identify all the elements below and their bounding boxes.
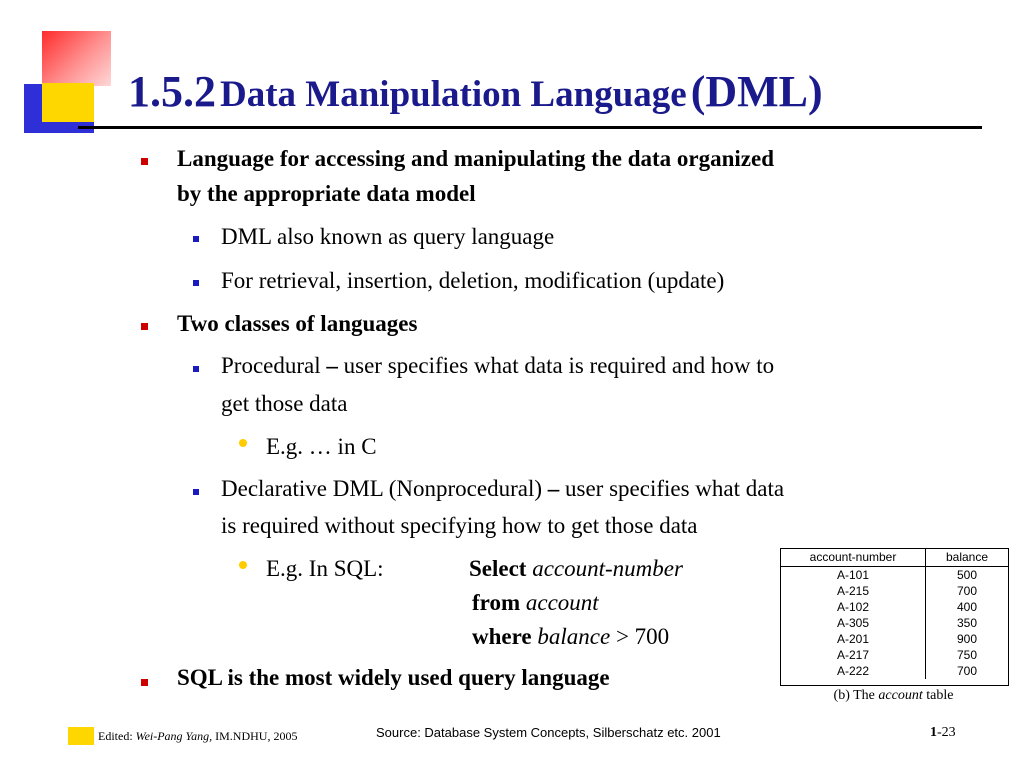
footer-author: Wei-Pang Yang, (135, 729, 213, 743)
procedural-label: Procedural (221, 353, 321, 378)
footer-edited (98, 729, 297, 744)
sql-where-line (472, 624, 669, 650)
sub-bullet-text (221, 353, 774, 379)
title-abbr: (DML) (690, 67, 823, 116)
caption-italic: account (878, 688, 923, 703)
sub-bullet-marker (193, 489, 199, 495)
table-row (781, 615, 1008, 631)
bullet-text: by the appropriate data model (177, 181, 476, 206)
table-cell: 400 (956, 600, 978, 614)
table-cell: A-217 (781, 647, 926, 663)
table-cell: A-215 (781, 583, 926, 599)
bullet-text: Language for accessing and manipulating the data organized (177, 146, 774, 171)
bullet-marker (141, 679, 148, 686)
table-row (781, 599, 1008, 615)
sub-sub-bullet-text: E.g. In SQL: (266, 556, 384, 581)
sql-keyword: from (472, 590, 521, 615)
table-header: account-number (781, 549, 926, 567)
table-cell: 700 (956, 664, 978, 678)
account-table (780, 548, 1009, 686)
table-cell: A-101 (781, 567, 926, 584)
title-number: 1.5.2 (128, 67, 216, 116)
caption-prefix: (b) The (833, 688, 879, 703)
table-row (781, 663, 1008, 679)
table-row (781, 647, 1008, 663)
sub-bullet-text: For retrieval, insertion, deletion, modification (update) (221, 268, 725, 293)
table-cell: 350 (956, 616, 978, 630)
sql-argument: account-number (532, 556, 683, 581)
bullet-text: Two classes of languages (177, 311, 418, 336)
sql-select-line (469, 556, 683, 582)
sql-argument: account (525, 590, 599, 615)
sub-bullet-text (221, 476, 784, 502)
table-cell: A-201 (781, 631, 926, 647)
table-header: balance (926, 549, 1009, 567)
table-row (781, 583, 1008, 599)
table-cell: A-102 (781, 599, 926, 615)
sub-bullet-text: get those data (221, 391, 348, 416)
table-cell: 700 (956, 584, 978, 598)
table-caption (780, 688, 1007, 704)
bullet-marker (141, 158, 148, 165)
sql-from-line (472, 590, 599, 616)
table-row (781, 631, 1008, 647)
footer-org: IM.NDHU, 2005 (212, 729, 298, 743)
table-cell: A-305 (781, 615, 926, 631)
sql-keyword: where (472, 624, 532, 649)
sub-sub-bullet-marker (239, 439, 247, 447)
sql-argument: balance (537, 624, 611, 649)
footer-edited-label: Edited: (98, 729, 136, 743)
declarative-desc: user specifies what data (565, 476, 785, 501)
footer-source: Source: Database System Concepts, Silberschatz etc. 2001 (376, 725, 721, 740)
sql-condition: > 700 (610, 624, 670, 649)
logo-yellow-square (42, 83, 94, 123)
table-cell: A-222 (781, 663, 926, 679)
logo-blue-bar-vertical (24, 84, 42, 133)
table-row (781, 567, 1008, 584)
table-cell: 750 (956, 648, 978, 662)
dash: – (326, 353, 338, 378)
sql-keyword: Select (469, 556, 527, 581)
sub-bullet-marker (193, 236, 199, 242)
table-cell: 500 (956, 568, 978, 582)
title-main: Data Manipulation Language (220, 74, 687, 115)
slide-number: -23 (937, 725, 956, 740)
sub-bullet-text: DML also known as query language (221, 224, 555, 249)
footer-yellow-square (68, 727, 94, 745)
declarative-label: Declarative DML (Nonprocedural) (221, 476, 543, 501)
slide-title (128, 66, 823, 117)
logo-red-square (42, 31, 111, 86)
caption-suffix: table (922, 688, 954, 703)
table-cell: 900 (956, 632, 978, 646)
page-number (930, 725, 956, 741)
sub-sub-bullet-marker (239, 561, 247, 569)
sub-sub-bullet-text: E.g. … in C (266, 434, 377, 459)
bullet-text: SQL is the most widely used query language (177, 665, 610, 690)
sub-bullet-text: is required without specifying how to get those data (221, 513, 698, 538)
sub-bullet-marker (193, 366, 199, 372)
dash: – (547, 476, 560, 501)
title-rule (78, 126, 982, 129)
procedural-desc: user specifies what data is required and how to (343, 353, 775, 378)
sub-bullet-marker (193, 280, 199, 286)
bullet-marker (141, 323, 148, 330)
chapter-number: 1 (930, 725, 937, 740)
